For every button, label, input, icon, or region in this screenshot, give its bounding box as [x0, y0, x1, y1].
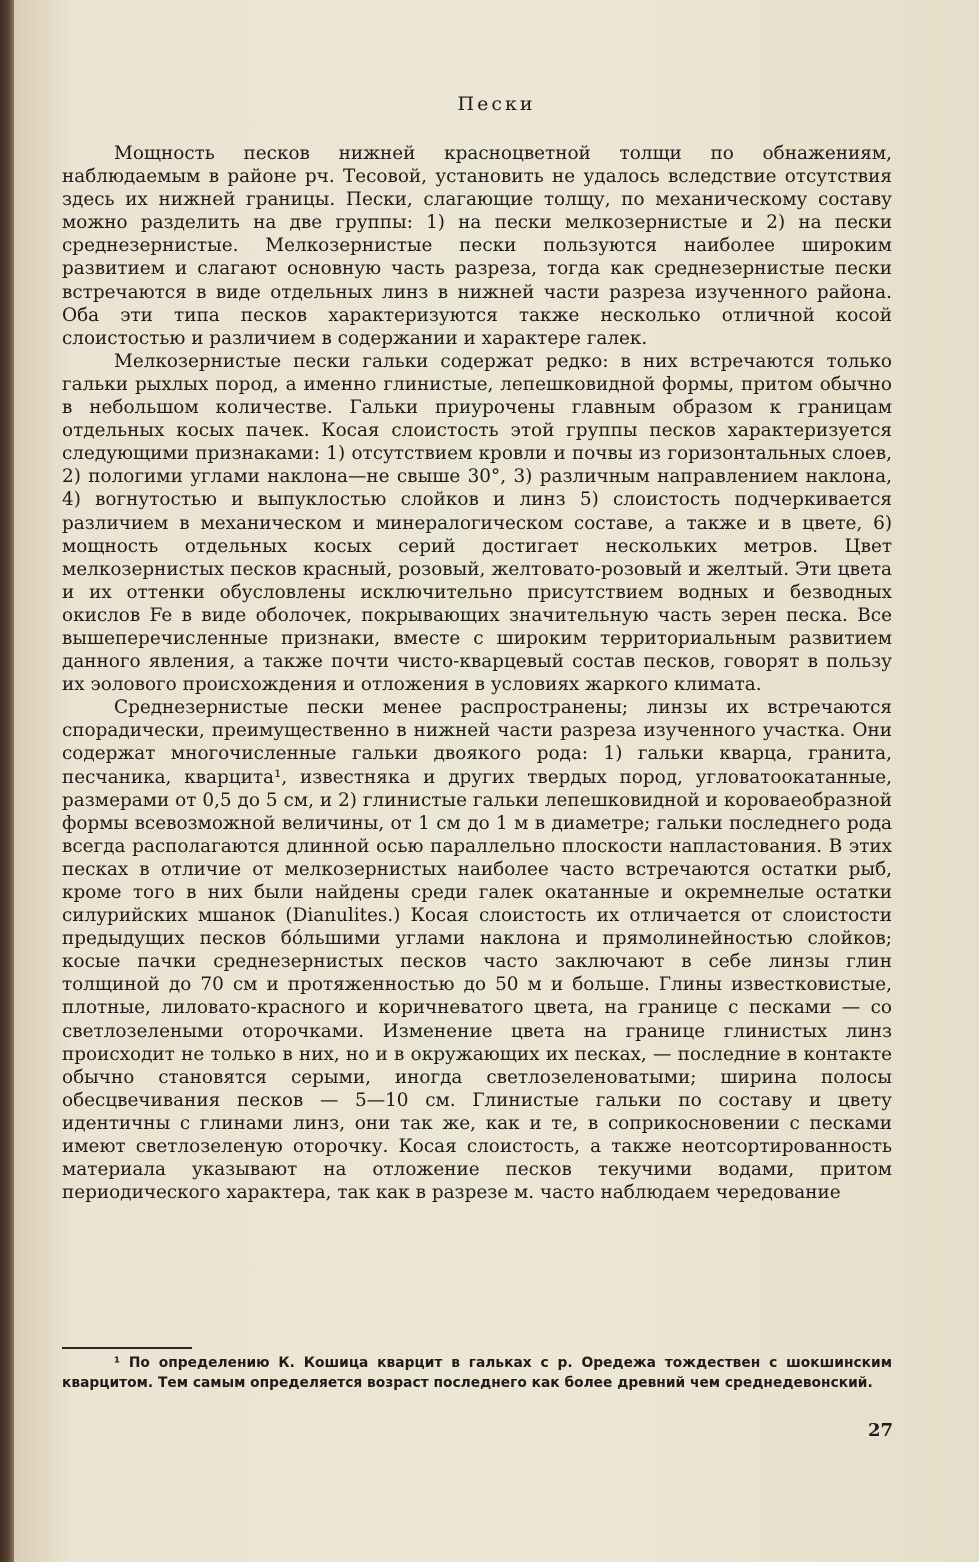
- paragraph-3: Среднезернистые пески менее распространены; линзы их встречаются спорадически, преимущественно в нижней части разреза изученного участка. Они содержат многочисленные гальки двоякого рода: 1) гальки кварца, гранита, песчаника, кварцита¹, известняка и других твердых пород, угловатоокатанные, размерами от 0,5 до 5 см, и 2) глинистые гальки лепешковидной и короваеобразной формы всевозможной величины, от 1 см до 1 м в диаметре; гальки последнего рода всегда располагаются длинной осью параллельно плоскости напластования. В этих песках в отличие от мелкозернистых наиболее часто встречаются остатки рыб, кроме того в них были найдены среди галек окатанные и окремнелые остатки силурийских мшанок (Dianulites.) Косая слоистость их отличается от слоистости предыдущих песков бо́льшими углами наклона и прямолинейностью слойков; косые пачки среднезернистых песков часто заключают в себе линзы глин толщиной до 70 см и протяженностью до 50 м и больше. Глины известковистые, плотные, лиловато-красного и коричневатого цвета, на границе с песками — со светлозелеными оторочками. Изменение цвета на границе глинистых линз происходит не только в них, но и в окружающих их песках, — последние в контакте обычно становятся серыми, иногда светлозеленоватыми; ширина полосы обесцвечивания песков — 5—10 см. Глинистые гальки по составу и цвету идентичны с глинами линз, они так же, как и те, в соприкосновении с песками имеют светлозеленую оторочку. Косая слоистость, а также неотсортированность материала указывают на отложение песков текучими водами, притом периодического характера, так как в разрезе м. часто наблюдаем чередование: [62, 697, 892, 1204]
- main-text: [62, 142, 892, 1204]
- book-page: [14, 0, 979, 1562]
- book-spine-edge: [0, 0, 14, 1562]
- paragraph-2: Мелкозернистые пески гальки содержат редко: в них встречаются только гальки рыхлых пород, а именно глинистые, лепешковидной формы, притом обычно в небольшом количестве. Гальки приурочены главным образом к границам отдельных косых пачек. Косая слоистость этой группы песков характеризуется следующими признаками: 1) отсутствием кровли и почвы из горизонтальных слоев, 2) пологими углами наклона—не свыше 30°, 3) различным направлением наклона, 4) вогнутостью и выпуклостью слойков и линз 5) слоистость подчеркивается различием в механическом и минералогическом составе, а также и в цвете, 6) мощность отдельных косых серий достигает нескольких метров. Цвет мелкозернистых песков красный, розовый, желтовато-розовый и желтый. Эти цвета и их оттенки обусловлены исключительно присутствием водных и безводных окислов Fe в виде оболочек, покрывающих значительную часть зерен песка. Все вышеперечисленные признаки, вместе с широким территориальным развитием данного явления, а также почти чисто-кварцевый состав песков, говорят в пользу их эолового происхождения и отложения в условиях жаркого климата.: [62, 350, 892, 696]
- page-number: 27: [867, 1420, 893, 1441]
- footnote-divider: [62, 1347, 192, 1349]
- section-heading: Пески: [457, 93, 536, 115]
- footnote-text: ¹ По определению К. Кошица кварцит в гальках с р. Оредежа тождествен с шокшинским кварцитом. Тем самым определяется возраст последнего как более древний чем среднедевонский.: [62, 1355, 892, 1391]
- paragraph-1: Мощность песков нижней красноцветной толщи по обнажениям, наблюдаемым в районе рч. Тесовой, установить не удалось вследствие отсутствия здесь их нижней границы. Пески, слагающие толщу, по механическому составу можно разделить на две группы: 1) на пески мелкозернистые и 2) на пески среднезернистые. Мелкозернистые пески пользуются наиболее широким развитием и слагают основную часть разреза, тогда как среднезернистые пески встречаются в виде отдельных линз в нижней части разреза изученного района. Оба эти типа песков характеризуются также несколько отличной косой слоистостью и различием в содержании и характере галек.: [62, 143, 892, 349]
- footnote: [62, 1354, 892, 1393]
